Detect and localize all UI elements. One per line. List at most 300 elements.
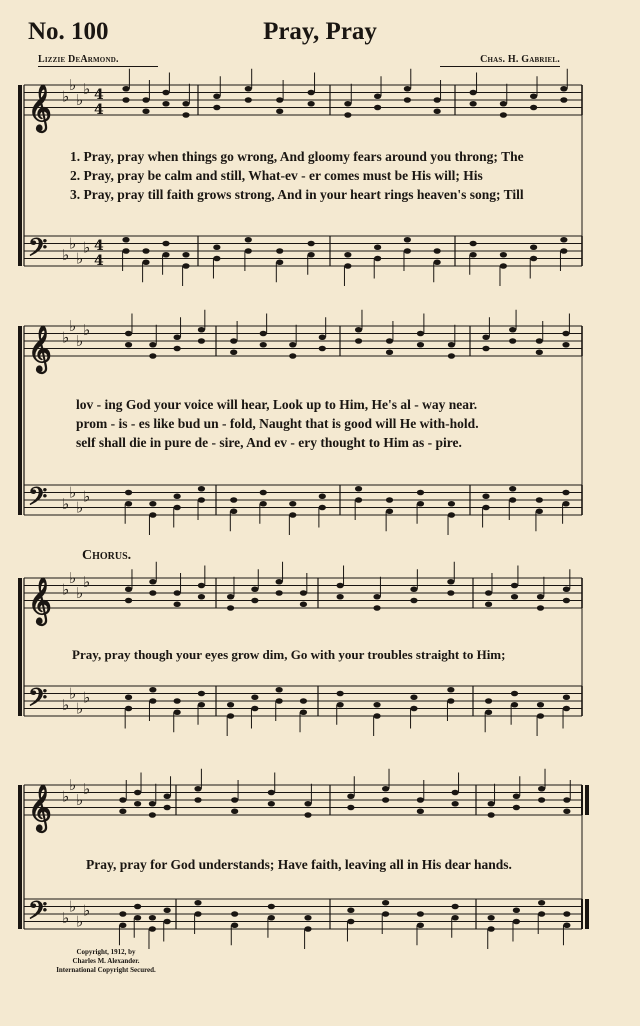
hymn-number: No. 100 xyxy=(28,18,109,45)
note-head xyxy=(260,342,267,348)
note-head xyxy=(125,501,132,507)
treble-clef-icon: 𝄞 xyxy=(28,784,52,831)
note-head xyxy=(447,579,454,585)
note-head xyxy=(434,97,441,103)
note-head xyxy=(404,97,411,103)
verse-2-line-1: 2. Pray, pray be calm and still, What-ev - er comes must be His will; His xyxy=(70,168,483,183)
note-head xyxy=(319,334,326,340)
note-head xyxy=(276,97,283,103)
note-head xyxy=(452,904,459,910)
note-head xyxy=(347,907,354,913)
verse-3-line-2: self shall die in pure de - sire, And ev - ery thought to Him as - pire. xyxy=(76,435,462,450)
note-head xyxy=(355,327,362,333)
note-head xyxy=(174,493,181,499)
note-head xyxy=(344,101,351,107)
note-head xyxy=(562,342,569,348)
note-head xyxy=(537,605,544,611)
note-head xyxy=(194,900,201,906)
flat-sign-icon: ♭ xyxy=(69,897,77,916)
note-head xyxy=(182,112,189,118)
note-head xyxy=(513,919,520,925)
note-head xyxy=(513,805,520,811)
note-head xyxy=(198,497,205,503)
note-head xyxy=(511,691,518,697)
note-head xyxy=(509,497,516,503)
note-head xyxy=(125,331,132,337)
note-head xyxy=(268,915,275,921)
note-head xyxy=(337,594,344,600)
copyright-line: Copyright, 1912, by xyxy=(76,948,136,956)
flat-sign-icon: ♭ xyxy=(83,572,91,591)
note-head xyxy=(300,698,307,704)
note-head xyxy=(174,590,181,596)
note-head xyxy=(452,801,459,807)
note-head xyxy=(198,691,205,697)
note-head xyxy=(134,915,141,921)
verse-1-line-1: 1. Pray, pray when things go wrong, And gloomy fears around you throng; The xyxy=(70,149,524,164)
note-head xyxy=(500,252,507,258)
note-head xyxy=(447,687,454,693)
note-head xyxy=(198,583,205,589)
note-head xyxy=(230,349,237,355)
note-head xyxy=(174,505,181,511)
note-head xyxy=(319,493,326,499)
chorus-label: Chorus. xyxy=(82,548,132,563)
note-head xyxy=(404,237,411,243)
note-head xyxy=(337,583,344,589)
note-head xyxy=(513,907,520,913)
note-head xyxy=(260,490,267,496)
note-head xyxy=(538,786,545,792)
flat-sign-icon: ♭ xyxy=(76,249,84,268)
note-head xyxy=(373,713,380,719)
note-head xyxy=(560,97,567,103)
note-head xyxy=(560,237,567,243)
note-head xyxy=(122,97,129,103)
note-head xyxy=(355,497,362,503)
note-head xyxy=(268,904,275,910)
note-head xyxy=(500,101,507,107)
flat-sign-icon: ♭ xyxy=(83,320,91,339)
chorus-line-1: Pray, pray though your eyes grow dim, Go with your troubles straight to Him; xyxy=(72,647,506,662)
flat-sign-icon: ♭ xyxy=(76,91,84,109)
note-head xyxy=(509,327,516,333)
note-head xyxy=(230,497,237,503)
note-head xyxy=(537,713,544,719)
note-head xyxy=(448,342,455,348)
note-head xyxy=(417,808,424,814)
note-head xyxy=(182,101,189,107)
note-head xyxy=(560,248,567,254)
note-head xyxy=(308,101,315,107)
note-head xyxy=(374,105,381,111)
note-head xyxy=(470,90,477,96)
note-head xyxy=(276,108,283,114)
note-head xyxy=(134,904,141,910)
note-head xyxy=(373,594,380,600)
note-head xyxy=(488,801,495,807)
note-head xyxy=(374,93,381,99)
hymn-composer: Chas. H. Gabriel. xyxy=(480,54,560,65)
bass-clef-icon: 𝄢 xyxy=(28,896,48,932)
note-head xyxy=(227,594,234,600)
note-head xyxy=(448,512,455,518)
flat-sign-icon: ♭ xyxy=(83,688,91,707)
note-head xyxy=(134,790,141,796)
note-head xyxy=(347,805,354,811)
note-head xyxy=(347,919,354,925)
note-head xyxy=(149,812,156,818)
note-head xyxy=(563,694,570,700)
note-head xyxy=(537,594,544,600)
note-head xyxy=(268,790,275,796)
note-head xyxy=(174,346,181,352)
note-head xyxy=(417,331,424,337)
flat-sign-icon: ♭ xyxy=(76,791,84,809)
note-head xyxy=(276,259,283,265)
note-head xyxy=(245,248,252,254)
note-head xyxy=(231,911,238,917)
note-head xyxy=(142,97,149,103)
note-head xyxy=(509,486,516,492)
flat-sign-icon: ♭ xyxy=(62,494,70,513)
note-head xyxy=(500,263,507,269)
note-head xyxy=(142,259,149,265)
note-head xyxy=(149,579,156,585)
note-head xyxy=(251,694,258,700)
bass-clef-icon: 𝄢 xyxy=(28,233,48,269)
note-head xyxy=(260,331,267,337)
note-head xyxy=(373,702,380,708)
note-head xyxy=(125,490,132,496)
note-head xyxy=(386,508,393,514)
time-signature-bottom: 4 xyxy=(94,253,104,269)
note-head xyxy=(530,256,537,262)
note-head xyxy=(434,248,441,254)
note-head xyxy=(344,112,351,118)
note-head xyxy=(308,241,315,247)
note-head xyxy=(563,797,570,803)
note-head xyxy=(447,590,454,596)
note-head xyxy=(470,252,477,258)
note-head xyxy=(289,512,296,518)
note-head xyxy=(536,497,543,503)
note-head xyxy=(452,790,459,796)
hymn-author: Lizzie DeArmond. xyxy=(38,54,119,65)
note-head xyxy=(373,605,380,611)
note-head xyxy=(562,331,569,337)
note-head xyxy=(276,248,283,254)
note-head xyxy=(470,101,477,107)
note-head xyxy=(417,501,424,507)
note-head xyxy=(245,86,252,92)
note-head xyxy=(289,501,296,507)
note-head xyxy=(251,598,258,604)
note-head xyxy=(276,579,283,585)
note-head xyxy=(417,911,424,917)
note-head xyxy=(276,687,283,693)
note-head xyxy=(485,601,492,607)
treble-clef-icon: 𝄞 xyxy=(28,84,52,131)
note-head xyxy=(194,911,201,917)
note-head xyxy=(149,926,156,932)
note-head xyxy=(162,90,169,96)
flat-sign-icon: ♭ xyxy=(83,779,91,798)
note-head xyxy=(164,793,171,799)
flat-sign-icon: ♭ xyxy=(62,328,70,347)
note-head xyxy=(268,801,275,807)
note-head xyxy=(560,86,567,92)
flat-sign-icon: ♭ xyxy=(76,332,84,350)
note-head xyxy=(174,709,181,715)
note-head xyxy=(164,919,171,925)
note-head xyxy=(382,797,389,803)
flat-sign-icon: ♭ xyxy=(62,245,70,264)
note-head xyxy=(198,327,205,333)
bass-clef-icon: 𝄢 xyxy=(28,482,48,518)
flat-sign-icon: ♭ xyxy=(83,238,91,257)
flat-sign-icon: ♭ xyxy=(69,483,77,502)
treble-clef-icon: 𝄞 xyxy=(28,325,52,372)
note-head xyxy=(134,801,141,807)
note-head xyxy=(410,586,417,592)
flat-sign-icon: ♭ xyxy=(69,234,77,253)
note-head xyxy=(509,338,516,344)
note-head xyxy=(513,793,520,799)
note-head xyxy=(162,241,169,247)
note-head xyxy=(482,505,489,511)
note-head xyxy=(119,797,126,803)
note-head xyxy=(174,334,181,340)
note-head xyxy=(164,805,171,811)
note-head xyxy=(536,338,543,344)
note-head xyxy=(500,112,507,118)
copyright-line: International Copyright Secured. xyxy=(56,966,156,974)
flat-sign-icon: ♭ xyxy=(76,699,84,718)
note-head xyxy=(300,709,307,715)
note-head xyxy=(119,911,126,917)
note-head xyxy=(538,911,545,917)
note-head xyxy=(245,237,252,243)
note-head xyxy=(447,698,454,704)
flat-sign-icon: ♭ xyxy=(62,580,70,599)
note-head xyxy=(122,86,129,92)
note-head xyxy=(470,241,477,247)
verse-1-line-2: lov - ing God your voice will hear, Look up to Him, He's al - way near. xyxy=(76,397,478,412)
note-head xyxy=(337,691,344,697)
flat-sign-icon: ♭ xyxy=(76,584,84,602)
note-head xyxy=(213,105,220,111)
note-head xyxy=(149,915,156,921)
flat-sign-icon: ♭ xyxy=(69,684,77,703)
note-head xyxy=(488,915,495,921)
note-head xyxy=(230,508,237,514)
note-head xyxy=(563,586,570,592)
note-head xyxy=(308,252,315,258)
note-head xyxy=(149,353,156,359)
note-head xyxy=(563,598,570,604)
flat-sign-icon: ♭ xyxy=(69,569,77,587)
note-head xyxy=(125,694,132,700)
copyright-notice xyxy=(44,948,168,975)
verse-2-line-2: prom - is - es like bud un - fold, Naught that is good will He with-hold. xyxy=(76,416,479,431)
note-head xyxy=(304,915,311,921)
note-head xyxy=(404,248,411,254)
verse-3-line-1: 3. Pray, pray till faith grows strong, And in your heart rings heaven's song; Till xyxy=(70,187,524,202)
note-head xyxy=(530,93,537,99)
treble-clef-icon: 𝄞 xyxy=(28,577,52,624)
note-head xyxy=(488,812,495,818)
note-head xyxy=(122,248,129,254)
note-head xyxy=(434,108,441,114)
note-head xyxy=(300,601,307,607)
flat-sign-icon: ♭ xyxy=(69,317,77,335)
note-head xyxy=(182,263,189,269)
note-head xyxy=(448,353,455,359)
note-head xyxy=(213,256,220,262)
time-signature-top: 4 xyxy=(94,87,104,103)
note-head xyxy=(227,702,234,708)
note-head xyxy=(511,702,518,708)
note-head xyxy=(488,926,495,932)
note-head xyxy=(448,501,455,507)
note-head xyxy=(482,334,489,340)
note-head xyxy=(417,490,424,496)
chorus-line-2: Pray, pray for God understands; Have faith, leaving all in His dear hands. xyxy=(86,857,512,872)
note-head xyxy=(260,501,267,507)
bass-clef-icon: 𝄢 xyxy=(28,683,48,719)
note-head xyxy=(174,698,181,704)
note-head xyxy=(485,590,492,596)
note-head xyxy=(319,346,326,352)
note-head xyxy=(213,244,220,250)
note-head xyxy=(485,698,492,704)
note-head xyxy=(125,342,132,348)
note-head xyxy=(485,709,492,715)
flat-sign-icon: ♭ xyxy=(69,76,77,94)
note-head xyxy=(149,342,156,348)
note-head xyxy=(304,801,311,807)
note-head xyxy=(563,706,570,712)
flat-sign-icon: ♭ xyxy=(83,487,91,506)
note-head xyxy=(382,911,389,917)
note-head xyxy=(417,922,424,928)
note-head xyxy=(213,93,220,99)
note-head xyxy=(337,702,344,708)
time-signature-bottom: 4 xyxy=(94,102,104,118)
note-head xyxy=(276,590,283,596)
note-head xyxy=(125,706,132,712)
note-head xyxy=(304,812,311,818)
note-head xyxy=(404,86,411,92)
note-head xyxy=(344,252,351,258)
note-head xyxy=(562,490,569,496)
note-head xyxy=(355,338,362,344)
note-head xyxy=(355,486,362,492)
note-head xyxy=(125,586,132,592)
note-head xyxy=(162,252,169,258)
note-head xyxy=(182,252,189,258)
note-head xyxy=(142,248,149,254)
note-head xyxy=(245,97,252,103)
note-head xyxy=(289,342,296,348)
flat-sign-icon: ♭ xyxy=(62,87,70,106)
note-head xyxy=(536,508,543,514)
note-head xyxy=(537,702,544,708)
note-head xyxy=(410,694,417,700)
note-head xyxy=(230,338,237,344)
note-head xyxy=(319,505,326,511)
note-head xyxy=(452,915,459,921)
note-head xyxy=(530,105,537,111)
note-head xyxy=(386,497,393,503)
flat-sign-icon: ♭ xyxy=(69,776,77,794)
note-head xyxy=(164,907,171,913)
note-head xyxy=(231,922,238,928)
note-head xyxy=(149,687,156,693)
time-signature-top: 4 xyxy=(94,238,104,254)
note-head xyxy=(344,263,351,269)
note-head xyxy=(410,706,417,712)
note-head xyxy=(530,244,537,250)
note-head xyxy=(251,706,258,712)
note-head xyxy=(198,486,205,492)
note-head xyxy=(308,90,315,96)
note-head xyxy=(231,797,238,803)
note-head xyxy=(511,594,518,600)
note-head xyxy=(149,801,156,807)
note-head xyxy=(511,583,518,589)
note-head xyxy=(382,786,389,792)
note-head xyxy=(198,594,205,600)
note-head xyxy=(162,101,169,107)
note-head xyxy=(563,922,570,928)
note-head xyxy=(417,342,424,348)
note-head xyxy=(194,786,201,792)
note-head xyxy=(482,493,489,499)
note-head xyxy=(289,353,296,359)
hymn-title: Pray, Pray xyxy=(263,18,377,45)
flat-sign-icon: ♭ xyxy=(62,695,70,714)
flat-sign-icon: ♭ xyxy=(83,901,91,920)
note-head xyxy=(149,698,156,704)
note-head xyxy=(231,808,238,814)
note-head xyxy=(417,797,424,803)
note-head xyxy=(386,349,393,355)
note-head xyxy=(227,713,234,719)
note-head xyxy=(194,797,201,803)
note-head xyxy=(276,698,283,704)
note-head xyxy=(149,512,156,518)
note-head xyxy=(149,590,156,596)
note-head xyxy=(563,911,570,917)
note-head xyxy=(304,926,311,932)
note-head xyxy=(125,598,132,604)
note-head xyxy=(300,590,307,596)
flat-sign-icon: ♭ xyxy=(76,912,84,931)
flat-sign-icon: ♭ xyxy=(83,79,91,98)
note-head xyxy=(482,346,489,352)
note-head xyxy=(198,702,205,708)
note-head xyxy=(119,922,126,928)
note-head xyxy=(198,338,205,344)
note-head xyxy=(434,259,441,265)
note-head xyxy=(382,900,389,906)
note-head xyxy=(174,601,181,607)
note-head xyxy=(142,108,149,114)
note-head xyxy=(538,900,545,906)
note-head xyxy=(149,501,156,507)
